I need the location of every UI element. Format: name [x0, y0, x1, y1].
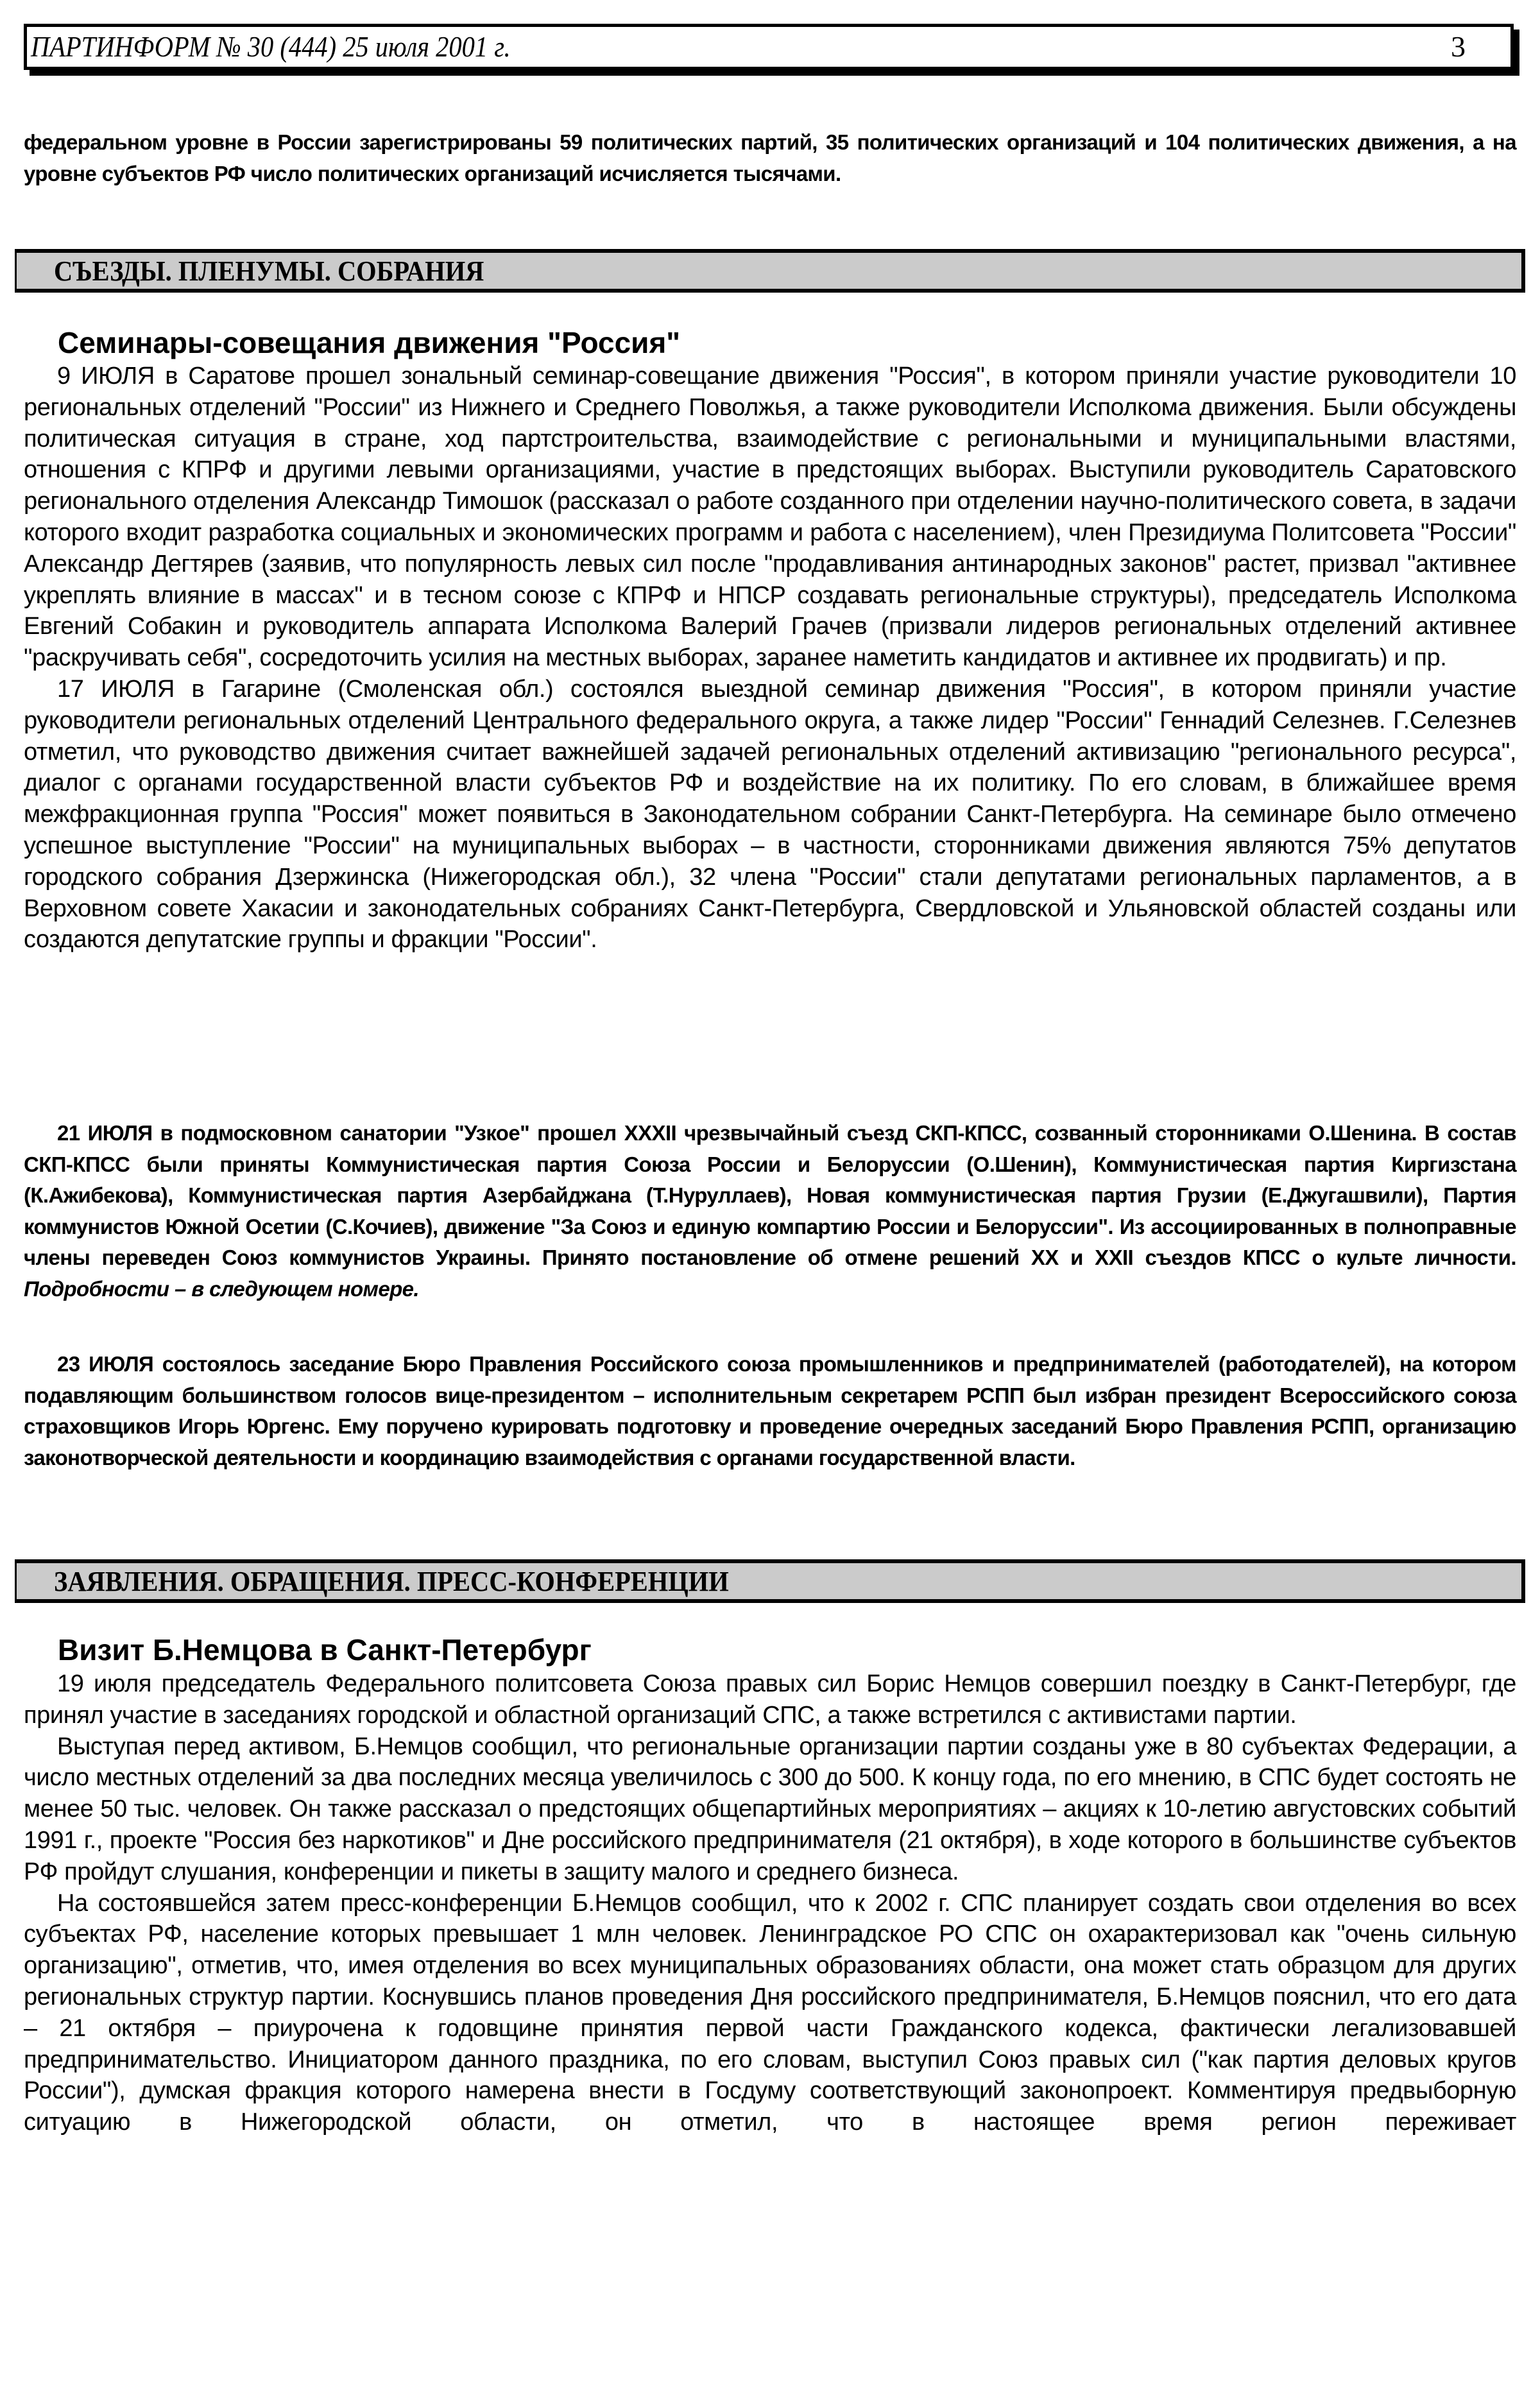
intro-text: федеральном уровне в России зарегистрированы 59 политических партий, 35 политических организаций и 104 политических движения, а на уровне субъектов РФ число политических организаций исчисляется тысячами.	[24, 130, 1516, 185]
article-paragraph: Выступая перед активом, Б.Немцов сообщил, что региональные организации партии созданы уже в 80 субъектах Федерации, а число местных отделений за два последних месяца увеличилось с 300 до 500. К концу года, по его мнению, в СПС будет состоять не менее 50 тыс. человек. Он также рассказал о предстоящих общепартийных мероприятиях – акциях к 10-летию августовских событий 1991 г., проекте "Россия без наркотиков" и Дне российского предпринимателя (21 октября), в ходе которого в большинстве субъектов РФ пройдут слушания, конференции и пикеты в защиту малого и среднего бизнеса.	[24, 1733, 1516, 1885]
article-body-seminars	[24, 361, 1516, 955]
article-body-nemtsov-visit	[24, 1668, 1516, 2138]
publication-title: ПАРТИНФОРМ № 30 (444) 25 июля 2001 г.	[31, 30, 511, 63]
intro-paragraph	[24, 127, 1516, 189]
article-title-nemtsov-visit: Визит Б.Немцова в Санкт-Петербург	[58, 1633, 592, 1667]
news-text-main: 23 ИЮЛЯ состоялось заседание Бюро Правления Российского союза промышленников и предпринимателей (работодателей), на котором подавляющим большинством голосов вице-президентом – исполнительным секретарем РСПП был избран президент Всероссийского союза страховщиков Игорь Юргенс. Ему поручено курировать подготовку и проведение очередных заседаний Бюро Правления РСПП, организацию законотворческой деятельности и координацию взаимодействия с органами государственной власти.	[24, 1352, 1516, 1469]
section-heading: ЗАЯВЛЕНИЯ. ОБРАЩЕНИЯ. ПРЕСС-КОНФЕРЕНЦИИ	[54, 1566, 729, 1597]
news-item-skp-kpss	[24, 1118, 1516, 1305]
page-number: 3	[1451, 30, 1466, 63]
article-title-seminars: Семинары-совещания движения "Россия"	[58, 326, 681, 359]
article-paragraph: 9 ИЮЛЯ в Саратове прошел зональный семинар-совещание движения "Россия", в котором приняли участие руководители 10 региональных отделений "России" из Нижнего и Среднего Поволжья, а также руководители Исполкома движения. Были обсуждены политическая ситуация в стране, ход партстроительства, взаимодействие с региональными и муниципальными властями, отношения с КПРФ и другими левыми организациями, участие в предстоящих выборах. Выступили руководитель Саратовского регионального отделения Александр Тимошок (рассказал о работе созданного при отделении научно-политического совета, в задачи которого входит разработка социальных и экономических программ и работа с населением), член Президиума Политсовета "России" Александр Дегтярев (заявив, что популярность левых сил после "продавливания антинародных законов" растет, призвал "активнее укреплять влияние в массах" и в тесном союзе с КПРФ и НПСР создавать региональные структуры), председатель Исполкома Евгений Собакин и руководитель аппарата Исполкома Валерий Грачев (призвали лидеров региональных отделений активнее "раскручивать себя", сосредоточить усилия на местных выборах, заранее наметить кандидатов и активнее их продвигать) и пр.	[24, 363, 1516, 672]
section-header-statements	[15, 1559, 1525, 1603]
news-text-italic: Подробности – в следующем номере.	[24, 1276, 419, 1301]
news-item-rspp	[24, 1349, 1516, 1473]
article-paragraph: На состоявшейся затем пресс-конференции Б.Немцов сообщил, что к 2002 г. СПС планирует создать свои отделения во всех субъектах РФ, население которых превышает 1 млн человек. Ленинградское РО СПС он охарактеризовал как "очень сильную организацию", отметив, что, имея отделения во всех муниципальных образованиях области, она может стать образцом для других региональных структур партии. Коснувшись планов проведения Дня российского предпринимателя, Б.Немцов пояснил, что его дата – 21 октября – приурочена к годовщине принятия первой части Гражданского кодекса, фактически легализовавшей предпринимательство. Инициатором данного праздника, по его словам, выступил Союз правых сил ("как партия деловых кругов России"), думская фракция которого намерена внести в Госдуму соответствующий законопроект. Комментируя предвыборную ситуацию в Нижегородской области, он отметил, что в настоящее время регион переживает	[24, 1889, 1516, 2136]
news-text	[24, 1118, 1516, 1305]
page-header	[24, 24, 1514, 70]
section-heading: СЪЕЗДЫ. ПЛЕНУМЫ. СОБРАНИЯ	[54, 255, 484, 287]
news-text	[24, 1349, 1516, 1473]
news-text-main: 21 ИЮЛЯ в подмосковном санатории "Узкое" прошел XXXII чрезвычайный съезд СКП-КПСС, созванный сторонниками О.Шенина. В состав СКП-КПСС были приняты Коммунистическая партия Союза России и Белоруссии (О.Шенин), Коммунистическая партия Киргизстана (К.Ажибекова), Коммунистическая партия Азербайджана (Т.Нуруллаев), Новая коммунистическая партия Грузии (Е.Джугашвили), Партия коммунистов Южной Осетии (С.Кочиев), движение "За Союз и единую компартию России и Белоруссии". Из ассоциированных в полноправные члены переведен Союз коммунистов Украины. Принято постановление об отмене решений XX и XXII съездов КПСС о культе личности.	[24, 1121, 1516, 1269]
section-header-congresses	[15, 249, 1525, 293]
article-paragraph: 17 ИЮЛЯ в Гагарине (Смоленская обл.) состоялся выездной семинар движения "Россия", в котором приняли участие руководители региональных отделений Центрального федерального округа, а также лидер "России" Геннадий Селезнев. Г.Селезнев отметил, что руководство движения считает важнейшей задачей региональных отделений активизацию "регионального ресурса", диалог с органами государственной власти субъектов РФ и воздействие на их политику. По его словам, в ближайшее время межфракционная группа "Россия" может появиться в Законодательном собрании Санкт-Петербурга. На семинаре было отмечено успешное выступление "России" на муниципальных выборах – в частности, сторонниками движения являются 75% депутатов городского собрания Дзержинска (Нижегородская обл.), 32 члена "России" стали депутатами региональных парламентов, а в Верховном совете Хакасии и законодательных собраниях Санкт-Петербурга, Свердловской и Ульяновской областей созданы или создаются депутатские группы и фракции "России".	[24, 675, 1516, 954]
article-paragraph: 19 июля председатель Федерального политсовета Союза правых сил Борис Немцов совершил поездку в Санкт-Петербург, где принял участие в заседаниях городской и областной организаций СПС, а также встретился с активистами партии.	[24, 1670, 1516, 1729]
